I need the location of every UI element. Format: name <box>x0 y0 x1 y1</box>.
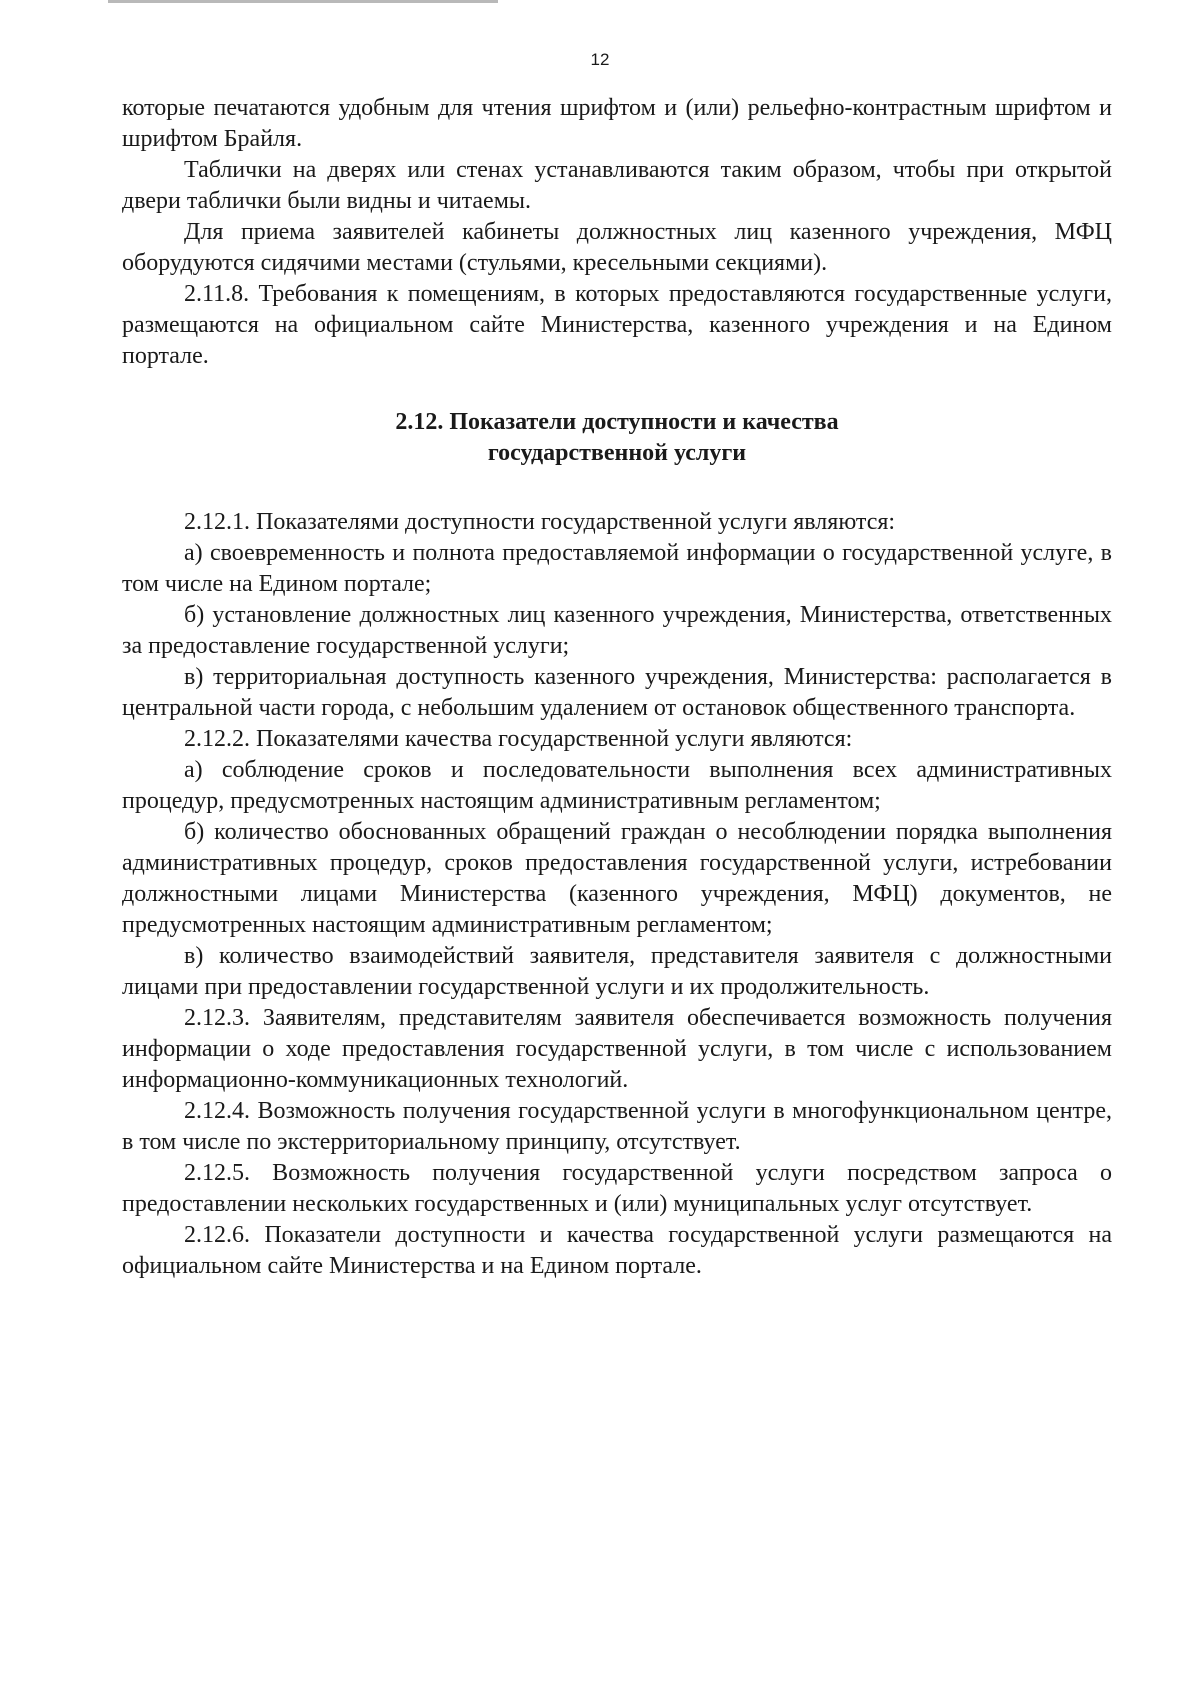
scan-edge-line <box>108 0 498 3</box>
section-heading-line-1: 2.12. Показатели доступности и качества <box>395 409 839 435</box>
paragraph-2-12-5: 2.12.5. Возможность получения государственной услуги посредством запроса о предоставлении нескольких государственных и (или) муниципальных услуг отсутствует. <box>122 1160 1112 1217</box>
paragraph-2-12-1-b: б) установление должностных лиц казенного учреждения, Министерства, ответственных за предоставление государственной услуги; <box>122 602 1112 659</box>
paragraph-2-12-2: 2.12.2. Показателями качества государственной услуги являются: <box>184 726 853 752</box>
paragraph-2-12-2-a: а) соблюдение сроков и последовательности выполнения всех административных процедур, предусмотренных настоящим административным регламентом; <box>122 757 1112 814</box>
section-heading-line-2: государственной услуги <box>487 440 747 466</box>
paragraph-2-12-1-a: а) своевременность и полнота предоставляемой информации о государственной услуге, в том числе на Едином портале; <box>122 540 1112 597</box>
paragraph-door-signs: Таблички на дверях или стенах устанавливаются таким образом, чтобы при открытой двери таблички были видны и читаемы. <box>122 157 1112 214</box>
paragraph-reception-seating: Для приема заявителей кабинеты должностных лиц казенного учреждения, МФЦ оборудуются сидячими местами (стульями, кресельными секциями). <box>122 219 1112 276</box>
paragraph-2-11-8: 2.11.8. Требования к помещениям, в которых предоставляются государственные услуги, размещаются на официальном сайте Министерства, казенного учреждения и на Едином портале. <box>122 281 1112 369</box>
paragraph-2-12-1-v: в) территориальная доступность казенного учреждения, Министерства: располагается в центральной части города, с небольшим удалением от остановок общественного транспорта. <box>122 664 1112 721</box>
paragraph-2-12-6: 2.12.6. Показатели доступности и качества государственной услуги размещаются на официальном сайте Министерства и на Едином портале. <box>122 1222 1112 1279</box>
page-number: 12 <box>590 50 610 69</box>
paragraph-2-12-4: 2.12.4. Возможность получения государственной услуги в многофункциональном центре, в том числе по экстерриториальному принципу, отсутствует. <box>122 1098 1112 1155</box>
paragraph-2-12-2-b: б) количество обоснованных обращений граждан о несоблюдении порядка выполнения административных процедур, сроков предоставления государственной услуги, истребовании должностными лицами Министерства (казенного учреждения, МФЦ) документов, не предусмотренных настоящим административным регламентом; <box>122 819 1112 938</box>
paragraph-continuation: которые печатаются удобным для чтения шрифтом и (или) рельефно-контрастным шрифтом и шрифтом Брайля. <box>122 95 1112 152</box>
document-body <box>122 93 1112 1282</box>
section-heading-2-12 <box>122 407 1112 469</box>
paragraph-2-12-2-v: в) количество взаимодействий заявителя, представителя заявителя с должностными лицами при предоставлении государственной услуги и их продолжительность. <box>122 943 1112 1000</box>
paragraph-2-12-1: 2.12.1. Показателями доступности государственной услуги являются: <box>184 509 896 535</box>
paragraph-2-12-3: 2.12.3. Заявителям, представителям заявителя обеспечивается возможность получения информации о ходе предоставления государственной услуги, в том числе с использованием информационно-коммуникационных технологий. <box>122 1005 1112 1093</box>
